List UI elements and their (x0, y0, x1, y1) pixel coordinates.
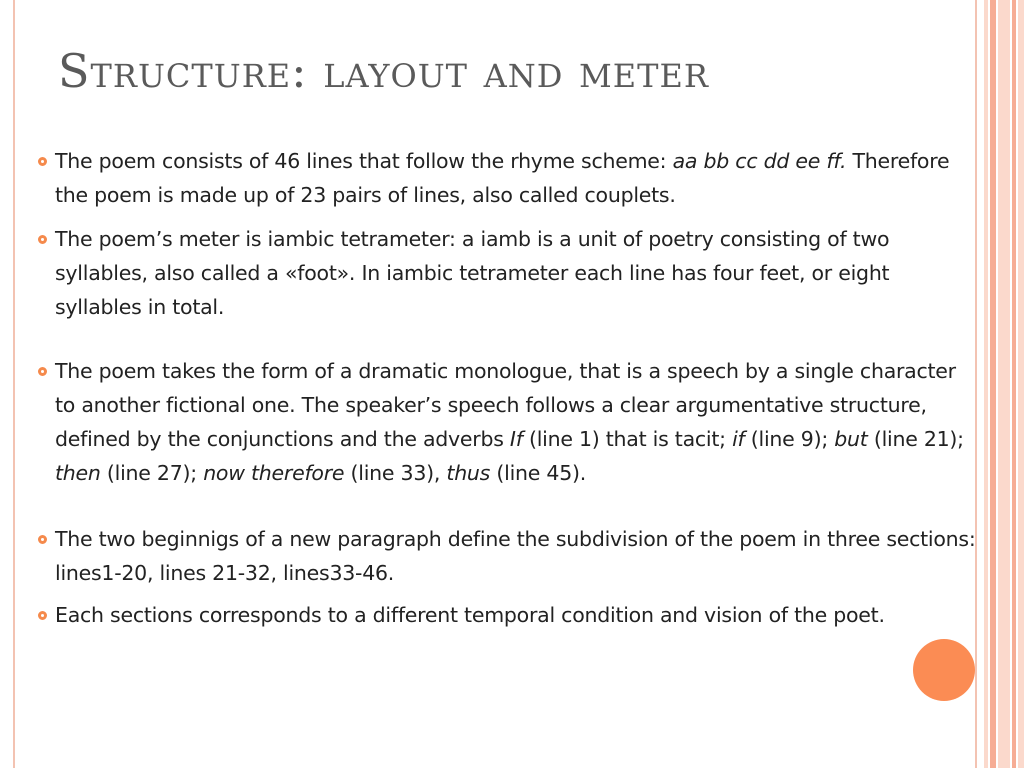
text-run: Therefore the poem is made up of 23 pairs of lines, also called couplets. (55, 149, 950, 207)
text-run: The poem takes the form of a dramatic monologue, that is a speech by a single character to another fictional one. The speaker’s speech follows a clear argumentative structure, defined by the conjunctions and the adverbs (55, 359, 956, 451)
text-run: (line 9); (744, 427, 835, 451)
bullet-item (38, 598, 978, 632)
stripe-3 (998, 0, 1010, 768)
bullet-item (38, 354, 978, 490)
bullet-list (38, 144, 978, 632)
stripe-4 (1012, 0, 1016, 768)
text-run: The two beginnigs of a new paragraph define the subdivision of the poem in three sections: lines1-20, lines 21-32, lines33-46. (55, 527, 976, 585)
circle-bullet-icon (38, 535, 47, 544)
italic-text-run: if (732, 427, 745, 451)
bullet-text (55, 222, 978, 324)
bullet-item (38, 222, 978, 324)
italic-text-run: but (834, 427, 868, 451)
italic-text-run: now therefore (203, 461, 345, 485)
circle-bullet-icon (38, 367, 47, 376)
bullet-item (38, 522, 978, 590)
text-run: (line 45). (490, 461, 587, 485)
decorative-stripes (978, 0, 1024, 768)
text-run: The poem consists of 46 lines that follow the rhyme scheme: (55, 149, 673, 173)
text-run: The poem’s meter is iambic tetrameter: a iamb is a unit of poetry consisting of two syllables, also called a «foot». In iambic tetrameter each line has four feet, or eight syllables in total. (55, 227, 890, 319)
text-run: (line 1) that is tacit; (522, 427, 733, 451)
bullet-item (38, 144, 978, 212)
slide-title: Structure: layout and meter (58, 44, 709, 98)
italic-text-run: thus (446, 461, 491, 485)
orange-circle-icon (913, 639, 975, 701)
text-run: (line 27); (100, 461, 204, 485)
bullet-text (55, 522, 978, 590)
italic-text-run: aa bb cc dd ee ff. (672, 149, 847, 173)
stripe-5 (1018, 0, 1024, 768)
italic-text-run: If (509, 427, 523, 451)
text-run: Each sections corresponds to a different temporal condition and vision of the poet. (55, 603, 885, 627)
stripe-1 (984, 0, 988, 768)
bullet-text (55, 354, 978, 490)
circle-bullet-icon (38, 157, 47, 166)
circle-bullet-icon (38, 611, 47, 620)
stripe-2 (990, 0, 996, 768)
bullet-text (55, 598, 978, 632)
bullet-text (55, 144, 978, 212)
circle-bullet-icon (38, 235, 47, 244)
text-run: (line 21); (867, 427, 964, 451)
text-run: (line 33), (344, 461, 447, 485)
italic-text-run: then (55, 461, 101, 485)
